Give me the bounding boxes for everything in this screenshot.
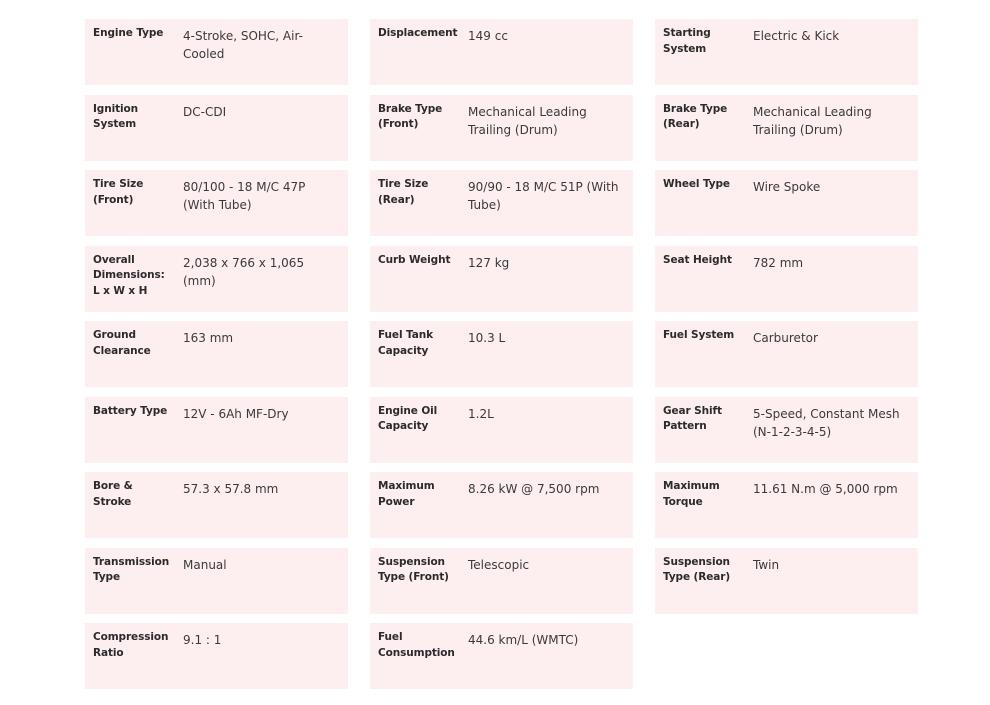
- spec-cell: [85, 246, 348, 312]
- spec-label: Seat Height: [663, 253, 732, 266]
- spec-cell: [370, 19, 633, 85]
- spec-label: Brake Type (Front): [378, 102, 443, 130]
- spec-value: 9.1 : 1: [183, 633, 222, 647]
- spec-value: Carburetor: [753, 331, 818, 345]
- spec-cell: [655, 472, 918, 538]
- spec-cell: [655, 95, 918, 161]
- spec-cell: [655, 548, 918, 614]
- spec-label: Wheel Type: [663, 178, 730, 190]
- spec-label: Tire Size (Rear): [378, 178, 429, 206]
- spec-cell: [655, 321, 918, 387]
- spec-label: Bore & Stroke: [93, 480, 133, 508]
- spec-cell: [85, 548, 348, 614]
- spec-cell: [370, 246, 633, 312]
- spec-cell: [370, 623, 633, 689]
- spec-value: 90/90 - 18 M/C 51P (With Tube): [468, 180, 619, 212]
- spec-cell: [85, 472, 348, 538]
- spec-label: Maximum Power: [378, 480, 435, 508]
- spec-cell: [85, 170, 348, 236]
- spec-label: Gear Shift Pattern: [663, 404, 722, 432]
- spec-cell: [655, 397, 918, 463]
- spec-cell: [85, 623, 348, 689]
- spec-value: Wire Spoke: [753, 180, 821, 194]
- spec-cell: [655, 19, 918, 85]
- spec-label: Engine Type: [93, 27, 164, 39]
- spec-value: Mechanical Leading Trailing (Drum): [468, 104, 587, 137]
- spec-cell: [370, 397, 633, 463]
- spec-label: Ground Clearance: [93, 329, 151, 357]
- spec-value: 4-Stroke, SOHC, Air-Cooled: [183, 29, 303, 61]
- spec-value: 10.3 L: [468, 331, 506, 345]
- spec-label: Tire Size (Front): [93, 178, 144, 206]
- spec-value: 5-Speed, Constant Mesh (N-1-2-3-4-5): [753, 406, 900, 439]
- spec-label: Fuel Consumption: [378, 631, 455, 659]
- spec-value: 127 kg: [468, 255, 510, 270]
- spec-label: Suspension Type (Front): [378, 555, 449, 583]
- spec-value: Mechanical Leading Trailing (Drum): [753, 104, 872, 137]
- spec-label: Ignition System: [93, 102, 139, 130]
- spec-label: Overall Dimensions: L x W x H: [93, 253, 165, 297]
- spec-value: 149 cc: [468, 29, 508, 43]
- spec-label: Battery Type: [93, 404, 168, 417]
- spec-cell: [370, 548, 633, 614]
- spec-cell: [655, 246, 918, 312]
- spec-label: Fuel System: [663, 329, 735, 341]
- spec-cell: [370, 95, 633, 161]
- spec-value: 163 mm: [183, 331, 234, 345]
- spec-value: 11.61 N.m @ 5,000 rpm: [753, 482, 898, 496]
- spec-cell: [85, 397, 348, 463]
- spec-value: 2,038 x 766 x 1,065 (mm): [183, 255, 305, 288]
- spec-cell: [85, 95, 348, 161]
- spec-label: Starting System: [663, 27, 711, 55]
- spec-label: Engine Oil Capacity: [378, 404, 438, 432]
- specifications-grid: [85, 19, 918, 689]
- spec-label: Displacement: [378, 27, 458, 39]
- spec-label: Maximum Torque: [663, 480, 720, 508]
- spec-value: 80/100 - 18 M/C 47P (With Tube): [183, 180, 306, 212]
- spec-label: Compression Ratio: [93, 631, 169, 659]
- spec-value: 44.6 km/L (WMTC): [468, 633, 579, 647]
- spec-value: Telescopic: [468, 557, 530, 572]
- spec-value: Twin: [753, 557, 780, 572]
- spec-label: Transmission Type: [93, 555, 170, 583]
- spec-cell: [370, 321, 633, 387]
- spec-cell: [85, 19, 348, 85]
- spec-value: 8.26 kW @ 7,500 rpm: [468, 482, 600, 496]
- spec-value: 12V - 6Ah MF-Dry: [183, 406, 289, 421]
- spec-label: Suspension Type (Rear): [663, 555, 731, 583]
- spec-label: Fuel Tank Capacity: [378, 329, 433, 357]
- spec-cell: [370, 472, 633, 538]
- spec-label: Brake Type (Rear): [663, 102, 728, 130]
- spec-cell: [655, 170, 918, 236]
- spec-cell: [370, 170, 633, 236]
- spec-label: Curb Weight: [378, 253, 451, 266]
- spec-value: Electric & Kick: [753, 29, 840, 43]
- spec-value: 57.3 x 57.8 mm: [183, 482, 279, 496]
- spec-value: 782 mm: [753, 255, 804, 270]
- spec-value: Manual: [183, 557, 227, 572]
- spec-value: DC-CDI: [183, 104, 227, 119]
- spec-cell: [85, 321, 348, 387]
- spec-value: 1.2L: [468, 406, 494, 421]
